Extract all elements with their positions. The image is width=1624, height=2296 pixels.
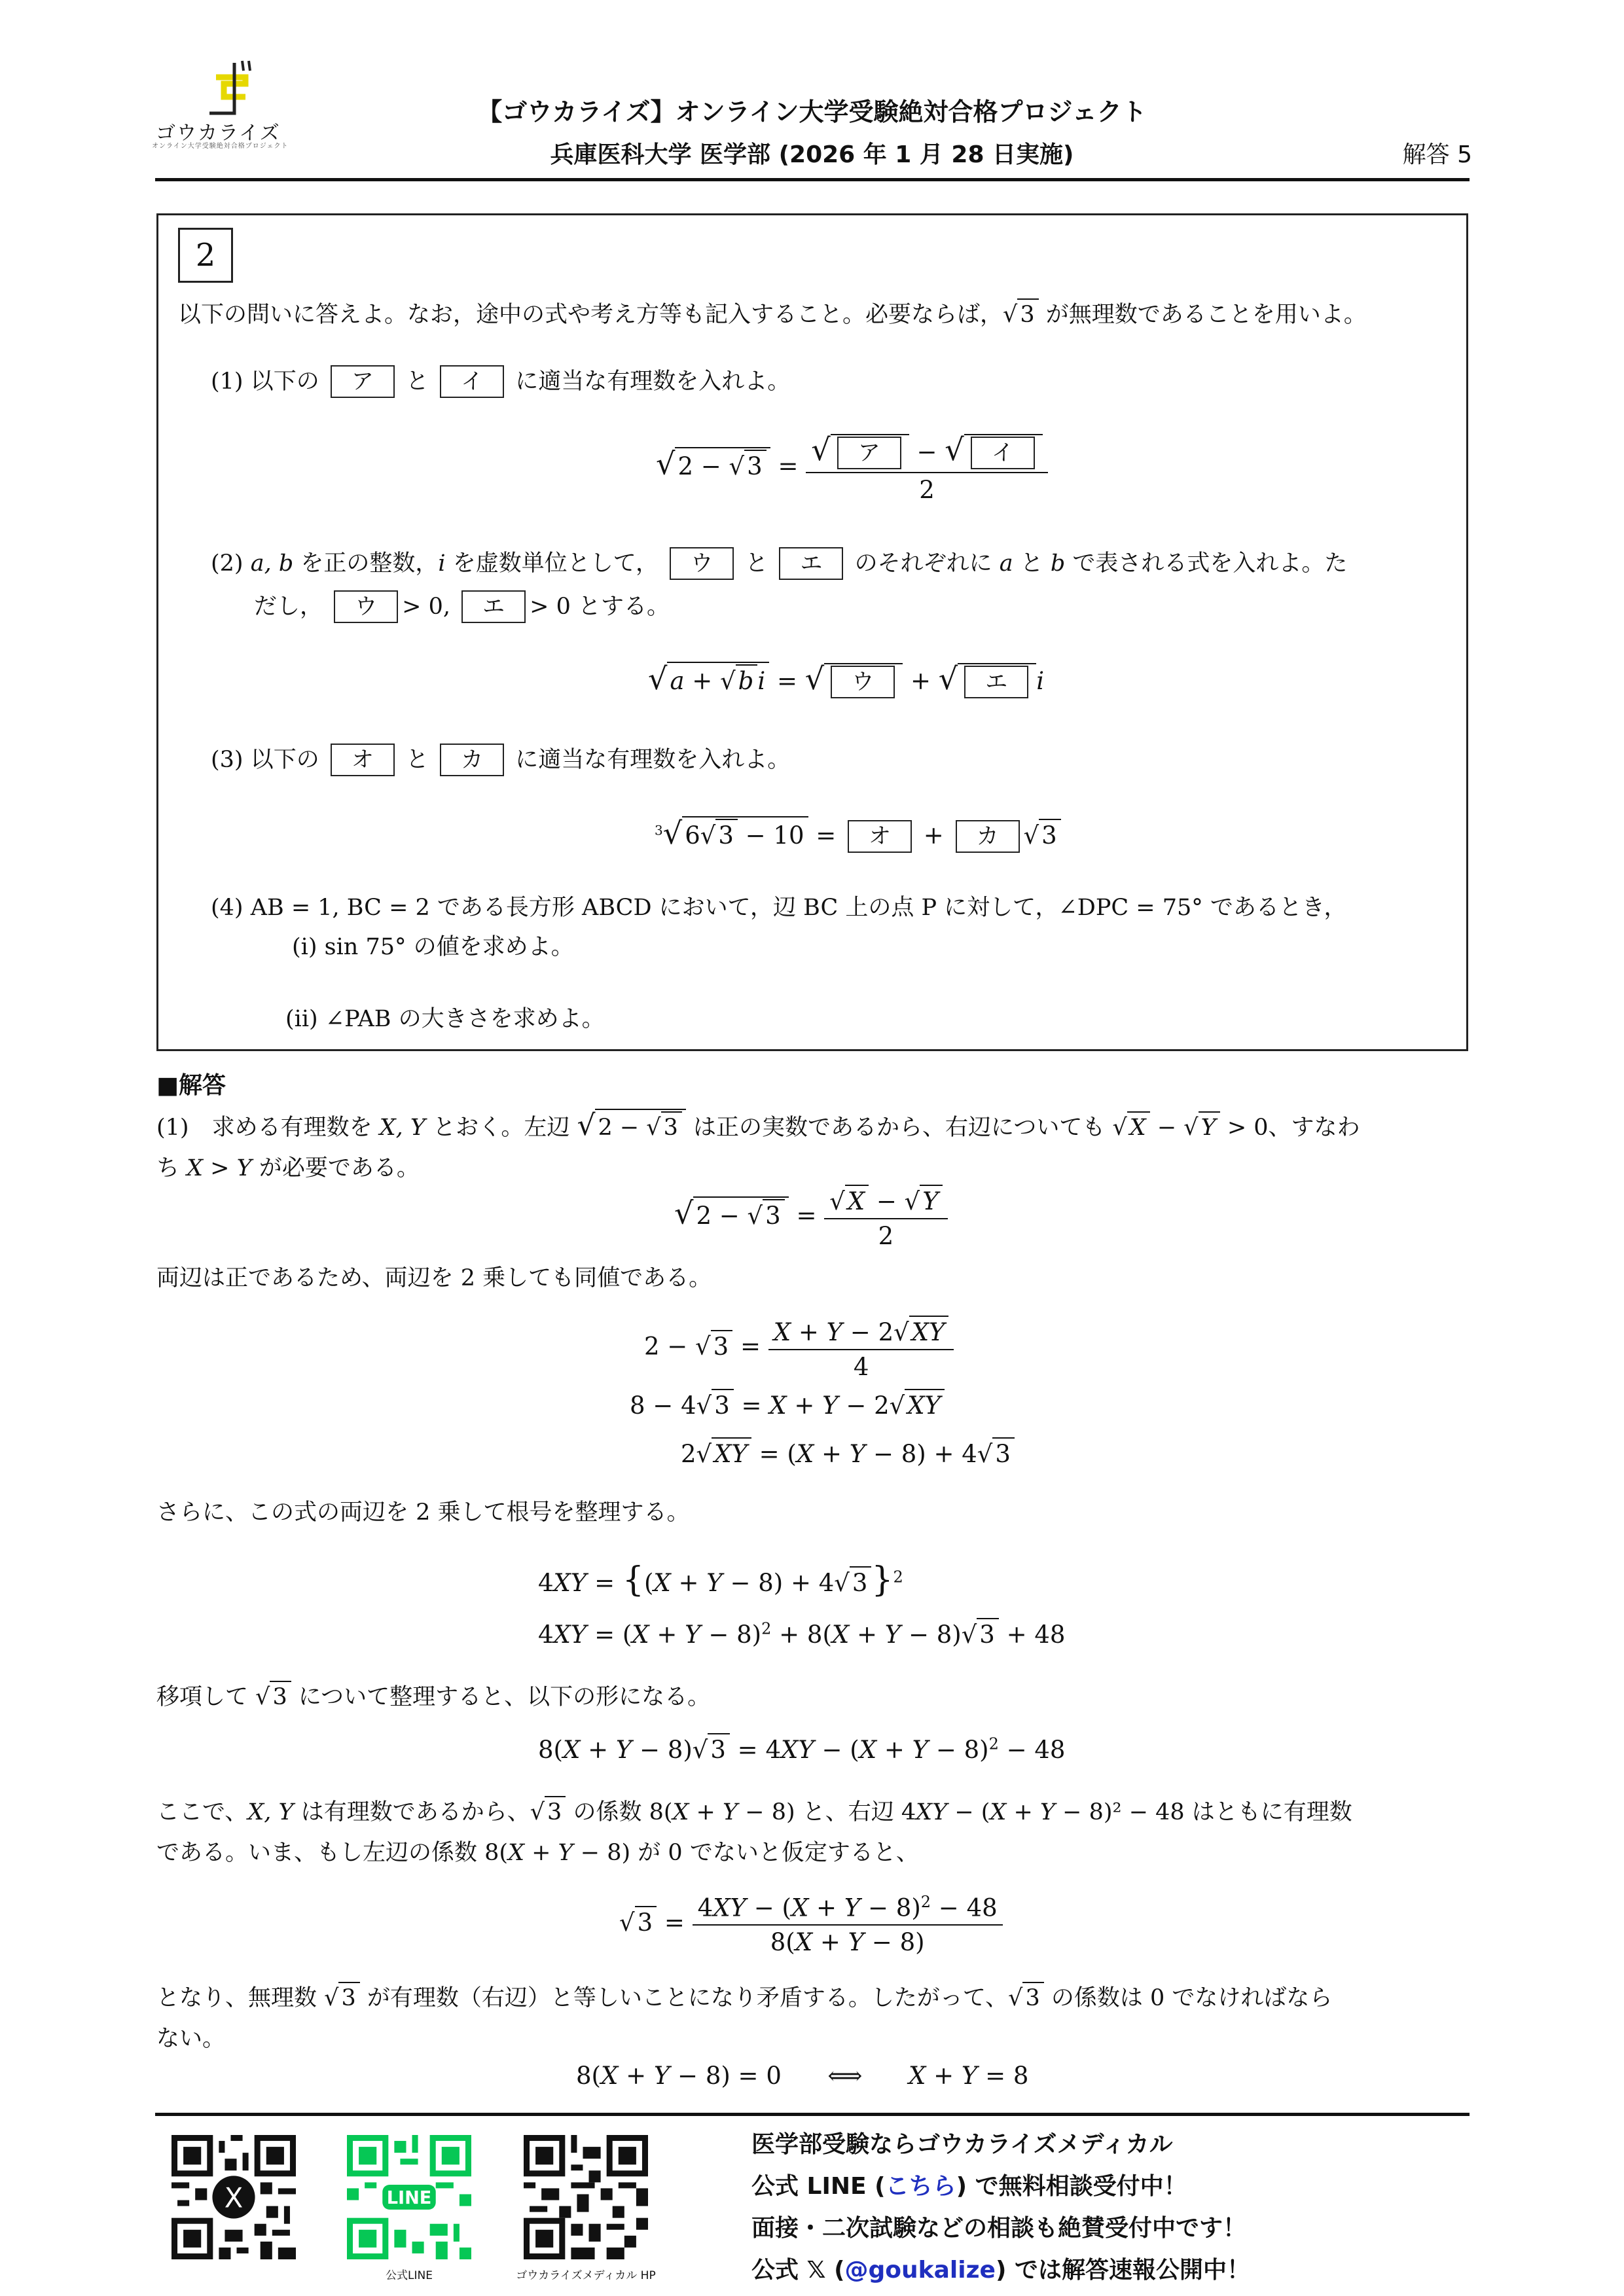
line-link[interactable]: こちら bbox=[885, 2173, 956, 2200]
problem-intro: 以下の問いに答えよ。なお，途中の式や考え方等も記入すること。必要ならば，√ 3 が無理数であることを用いよ。 bbox=[178, 298, 1367, 329]
answer-box-u: ウ bbox=[670, 547, 734, 580]
equation-a7: 8(X + Y − 8)√ $3 = 4XY - (X + Y - 8)^2 - 48$ bbox=[538, 1733, 1065, 1764]
answer-paragraph-1: (1) 求める有理数を X, Y とおく。左辺 √ 2 − √ 3 は正の実数であるから、右辺についても √ X − √ Y > 0、すなわ bbox=[156, 1109, 1360, 1142]
equation-a6: $4XY = (X + Y - 8)^2 + 8(X + Y - 8)√$ 3 + 48 bbox=[538, 1618, 1065, 1649]
answer-paragraph-6: である。いま、もし左辺の係数 8(X + Y − 8) が 0 でないと仮定すると、 bbox=[156, 1840, 919, 1866]
qr-2-caption: 公式LINE bbox=[386, 2269, 433, 2282]
page-label: 解答 5 bbox=[1402, 141, 1472, 168]
equation-a2: 2 − √ 3 = $\frac{X + Y - 2√ XY}{4}$ bbox=[644, 1316, 954, 1381]
answer-box-o: オ bbox=[331, 744, 395, 776]
question-4-i: (i) sin 75° の値を求めよ。 bbox=[292, 934, 574, 960]
footer-promo-line-1: 医学部受験ならゴウカライズメディカル bbox=[751, 2131, 1173, 2158]
equation-a1: √ 2 − √ 3 = $\frac{√ X - √ Y}{2}$ bbox=[674, 1185, 948, 1250]
question-3: (3) 以下の オ と カ に適当な有理数を入れよ。 bbox=[211, 744, 790, 776]
question-1: (1) 以下の ア と イ に適当な有理数を入れよ。 bbox=[211, 365, 790, 398]
footer-promo-line-3: 面接・二次試験などの相談も絶賛受付中です！ bbox=[751, 2215, 1247, 2242]
answer-paragraph-2: 両辺は正であるため、両辺を 2 乗しても同値である。 bbox=[156, 1265, 712, 1291]
answer-paragraph-5: ここで、X, Y は有理数であるから、√ 3 の係数 8(X + Y − 8) と、右辺 4XY − (X + Y − 8)² − 48 はともに有理数 bbox=[156, 1796, 1352, 1826]
header-title: 【ゴウカライズ】オンライン大学受験絶対合格プロジェクト bbox=[477, 98, 1147, 126]
answer-box-i: イ bbox=[440, 365, 504, 398]
header-subtitle: 兵庫医科大学 医学部 (2026 年 1 月 28 日実施) bbox=[550, 141, 1074, 168]
question-4: (4) AB = 1, BC = 2 である長方形 ABCD において，辺 BC 上の点 P に対して，∠DPC = 75° であるとき， bbox=[211, 895, 1347, 921]
answer-paragraph-3: さらに、この式の両辺を 2 乗して根号を整理する。 bbox=[156, 1499, 690, 1526]
question-2-line-1: (2) a, b を正の整数，i を虚数単位として， ウ と エ のそれぞれに a と b で表される式を入れよ。た bbox=[211, 547, 1347, 580]
logo-text: ゴウカライズ bbox=[156, 122, 281, 145]
line-qr-code-icon[interactable] bbox=[347, 2135, 471, 2259]
answer-box-e: エ bbox=[779, 547, 843, 580]
problem-number: 2 bbox=[178, 228, 233, 283]
problem-frame bbox=[156, 213, 1468, 1051]
equation-a9: 8(X + Y − 8) = 0 ⟺ X + Y = 8 bbox=[576, 2062, 1029, 2090]
footer-promo-line-4: 公式 𝕏 (@goukalize) では解答速報公開中！ bbox=[751, 2257, 1250, 2284]
answer-paragraph-8: ない。 bbox=[156, 2026, 226, 2052]
equation-a8: √ 3 = $\frac{4XY - (X + Y - 8)^2 - 48}{8(X + Y - 8)}$ bbox=[619, 1893, 1003, 1956]
logo-subtext: オンライン大学受験絶対合格プロジェクト bbox=[152, 143, 289, 150]
question-2-line-2: だし， ウ > 0, エ > 0 とする。 bbox=[254, 590, 670, 623]
equation-q2: √ a + √ b i = √ ウ + √ エ i bbox=[648, 661, 1044, 698]
answer-heading: ■解答 bbox=[156, 1072, 226, 1099]
footer-divider bbox=[155, 2113, 1470, 2116]
answer-paragraph-4: 移項して √ 3 について整理すると、以下の形になる。 bbox=[156, 1681, 710, 1711]
svg-text:X: X bbox=[224, 2181, 244, 2214]
equation-a5: 4XY = {(X + Y − 8) + 4√ 3 }$^2$ bbox=[538, 1560, 903, 1600]
line-badge-label: LINE bbox=[386, 2187, 432, 2208]
answer-box-a: ア bbox=[331, 365, 395, 398]
answer-paragraph-1-cont: ち X > Y が必要である。 bbox=[156, 1155, 420, 1181]
question-4-ii: (ii) ∠PAB の大きさを求めよ。 bbox=[285, 1006, 605, 1032]
x-account-link[interactable]: @goukalize bbox=[844, 2257, 996, 2284]
qr-3-caption: ゴウカライズメディカル HP bbox=[516, 2269, 656, 2282]
equation-q1: √ 2 − √ 3 = $\frac{\text{√ ア − √ イ}}{2}$ bbox=[656, 432, 1048, 504]
header-divider bbox=[155, 178, 1470, 181]
equation-a4: 2√ XY = (X + Y − 8) + 4√ 3 bbox=[681, 1437, 1015, 1468]
equation-q3: $^3$√ 6√ 3 − 10 = オ + カ √ 3 bbox=[655, 816, 1061, 853]
x-qr-code-icon[interactable] bbox=[171, 2135, 296, 2259]
answer-paragraph-7: となり、無理数 √ 3 が有理数（右辺）と等しいことになり矛盾する。したがって、√ 3 の係数は 0 でなければなら bbox=[156, 1982, 1332, 2012]
website-qr-code-icon[interactable] bbox=[524, 2135, 648, 2259]
answer-box-ka: カ bbox=[440, 744, 504, 776]
footer-promo-line-2: 公式 LINE (こちら) で無料相談受付中！ bbox=[751, 2173, 1187, 2200]
equation-a3: 8 − 4√ 3 = X + Y − 2√ XY bbox=[630, 1389, 945, 1420]
